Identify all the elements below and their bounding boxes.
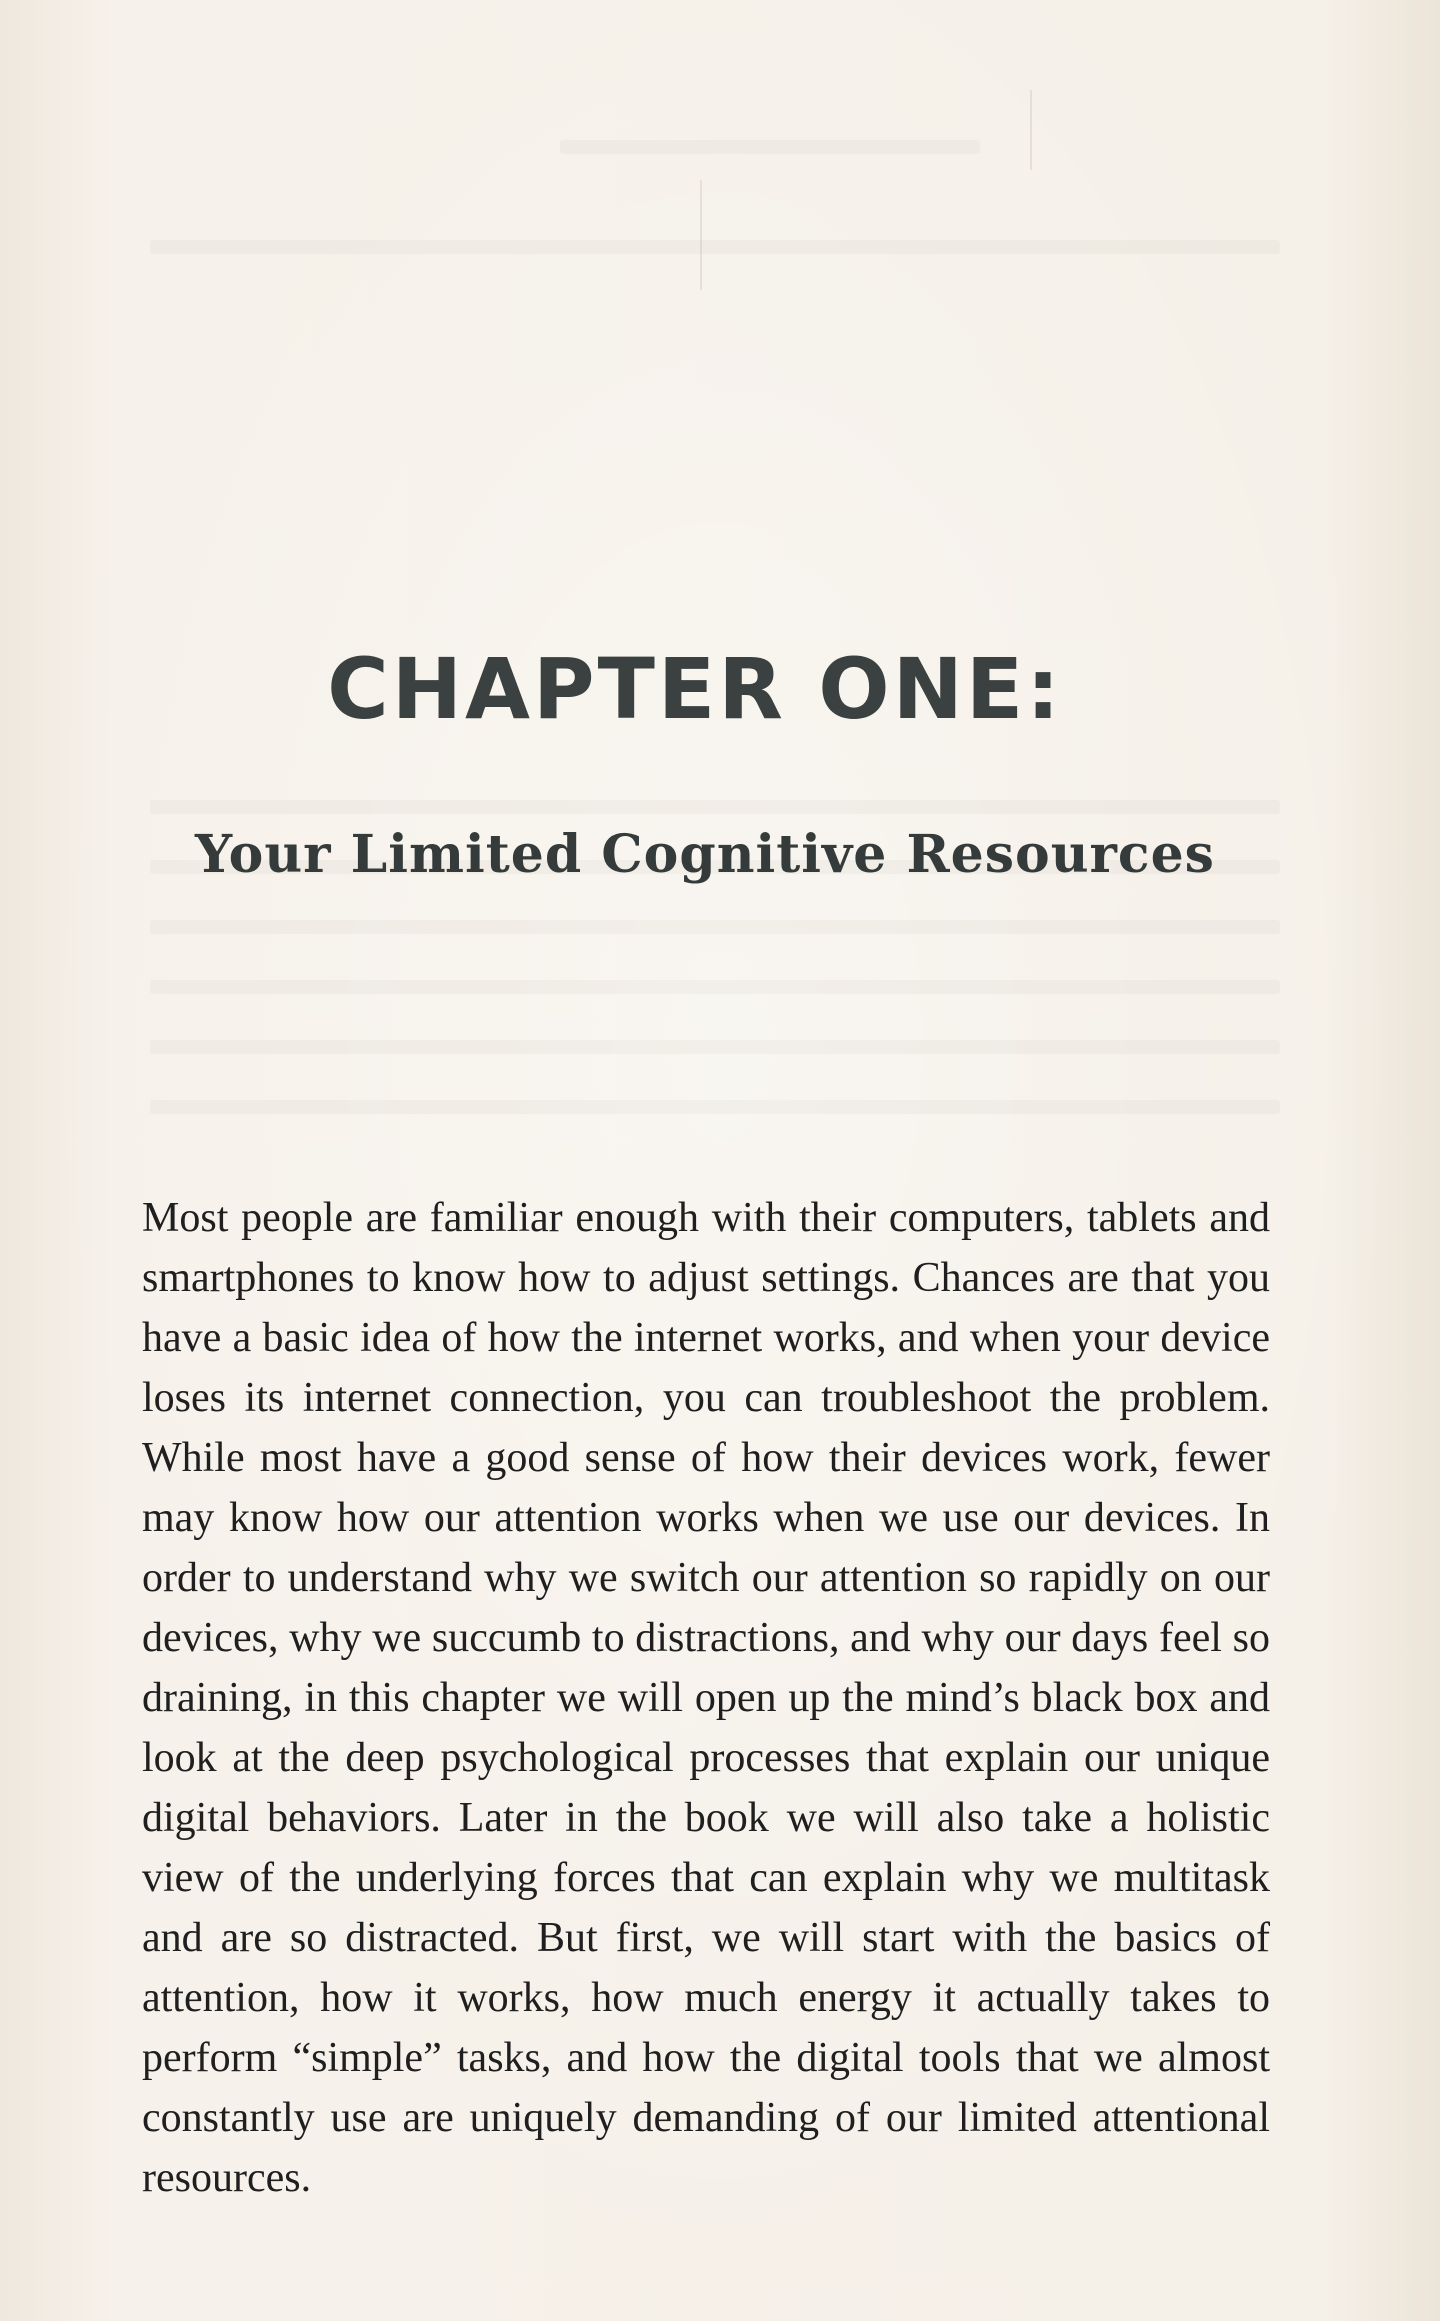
show-through-text xyxy=(150,1100,1280,1114)
scan-artifact xyxy=(1030,90,1032,170)
show-through-text xyxy=(150,1040,1280,1054)
body-paragraph: Most people are familiar enough with their computers, tablets and smartphones to know how to adjust settings. Chances are that you have a basic idea of how the internet works, and when your device loses its internet connection, you can troubleshoot the problem. While most have a good sense of how their devices work, fewer may know how our attention works when we use our devices. In order to understand why we switch our attention so rapidly on our devices, why we succumb to distractions, and why our days feel so draining, in this chapter we will open up the mind’s black box and look at the deep psychological processes that explain our unique digital behaviors. Later in the book we will also take a holistic view of the underlying forces that can explain why we multitask and are so distracted. But first, we will start with the basics of attention, how it works, how much energy it actually takes to perform “simple” tasks, and how the digital tools that we almost constantly use are uniquely demanding of our limited attentional resources. xyxy=(142,1195,1270,2201)
show-through-text xyxy=(560,140,980,154)
scan-artifact xyxy=(700,180,702,290)
show-through-text xyxy=(150,920,1280,934)
show-through-text xyxy=(150,240,1280,254)
show-through-text xyxy=(150,980,1280,994)
chapter-heading: CHAPTER ONE: xyxy=(327,640,1063,738)
chapter-subtitle: Your Limited Cognitive Resources xyxy=(195,824,1215,885)
show-through-text xyxy=(150,800,1280,814)
